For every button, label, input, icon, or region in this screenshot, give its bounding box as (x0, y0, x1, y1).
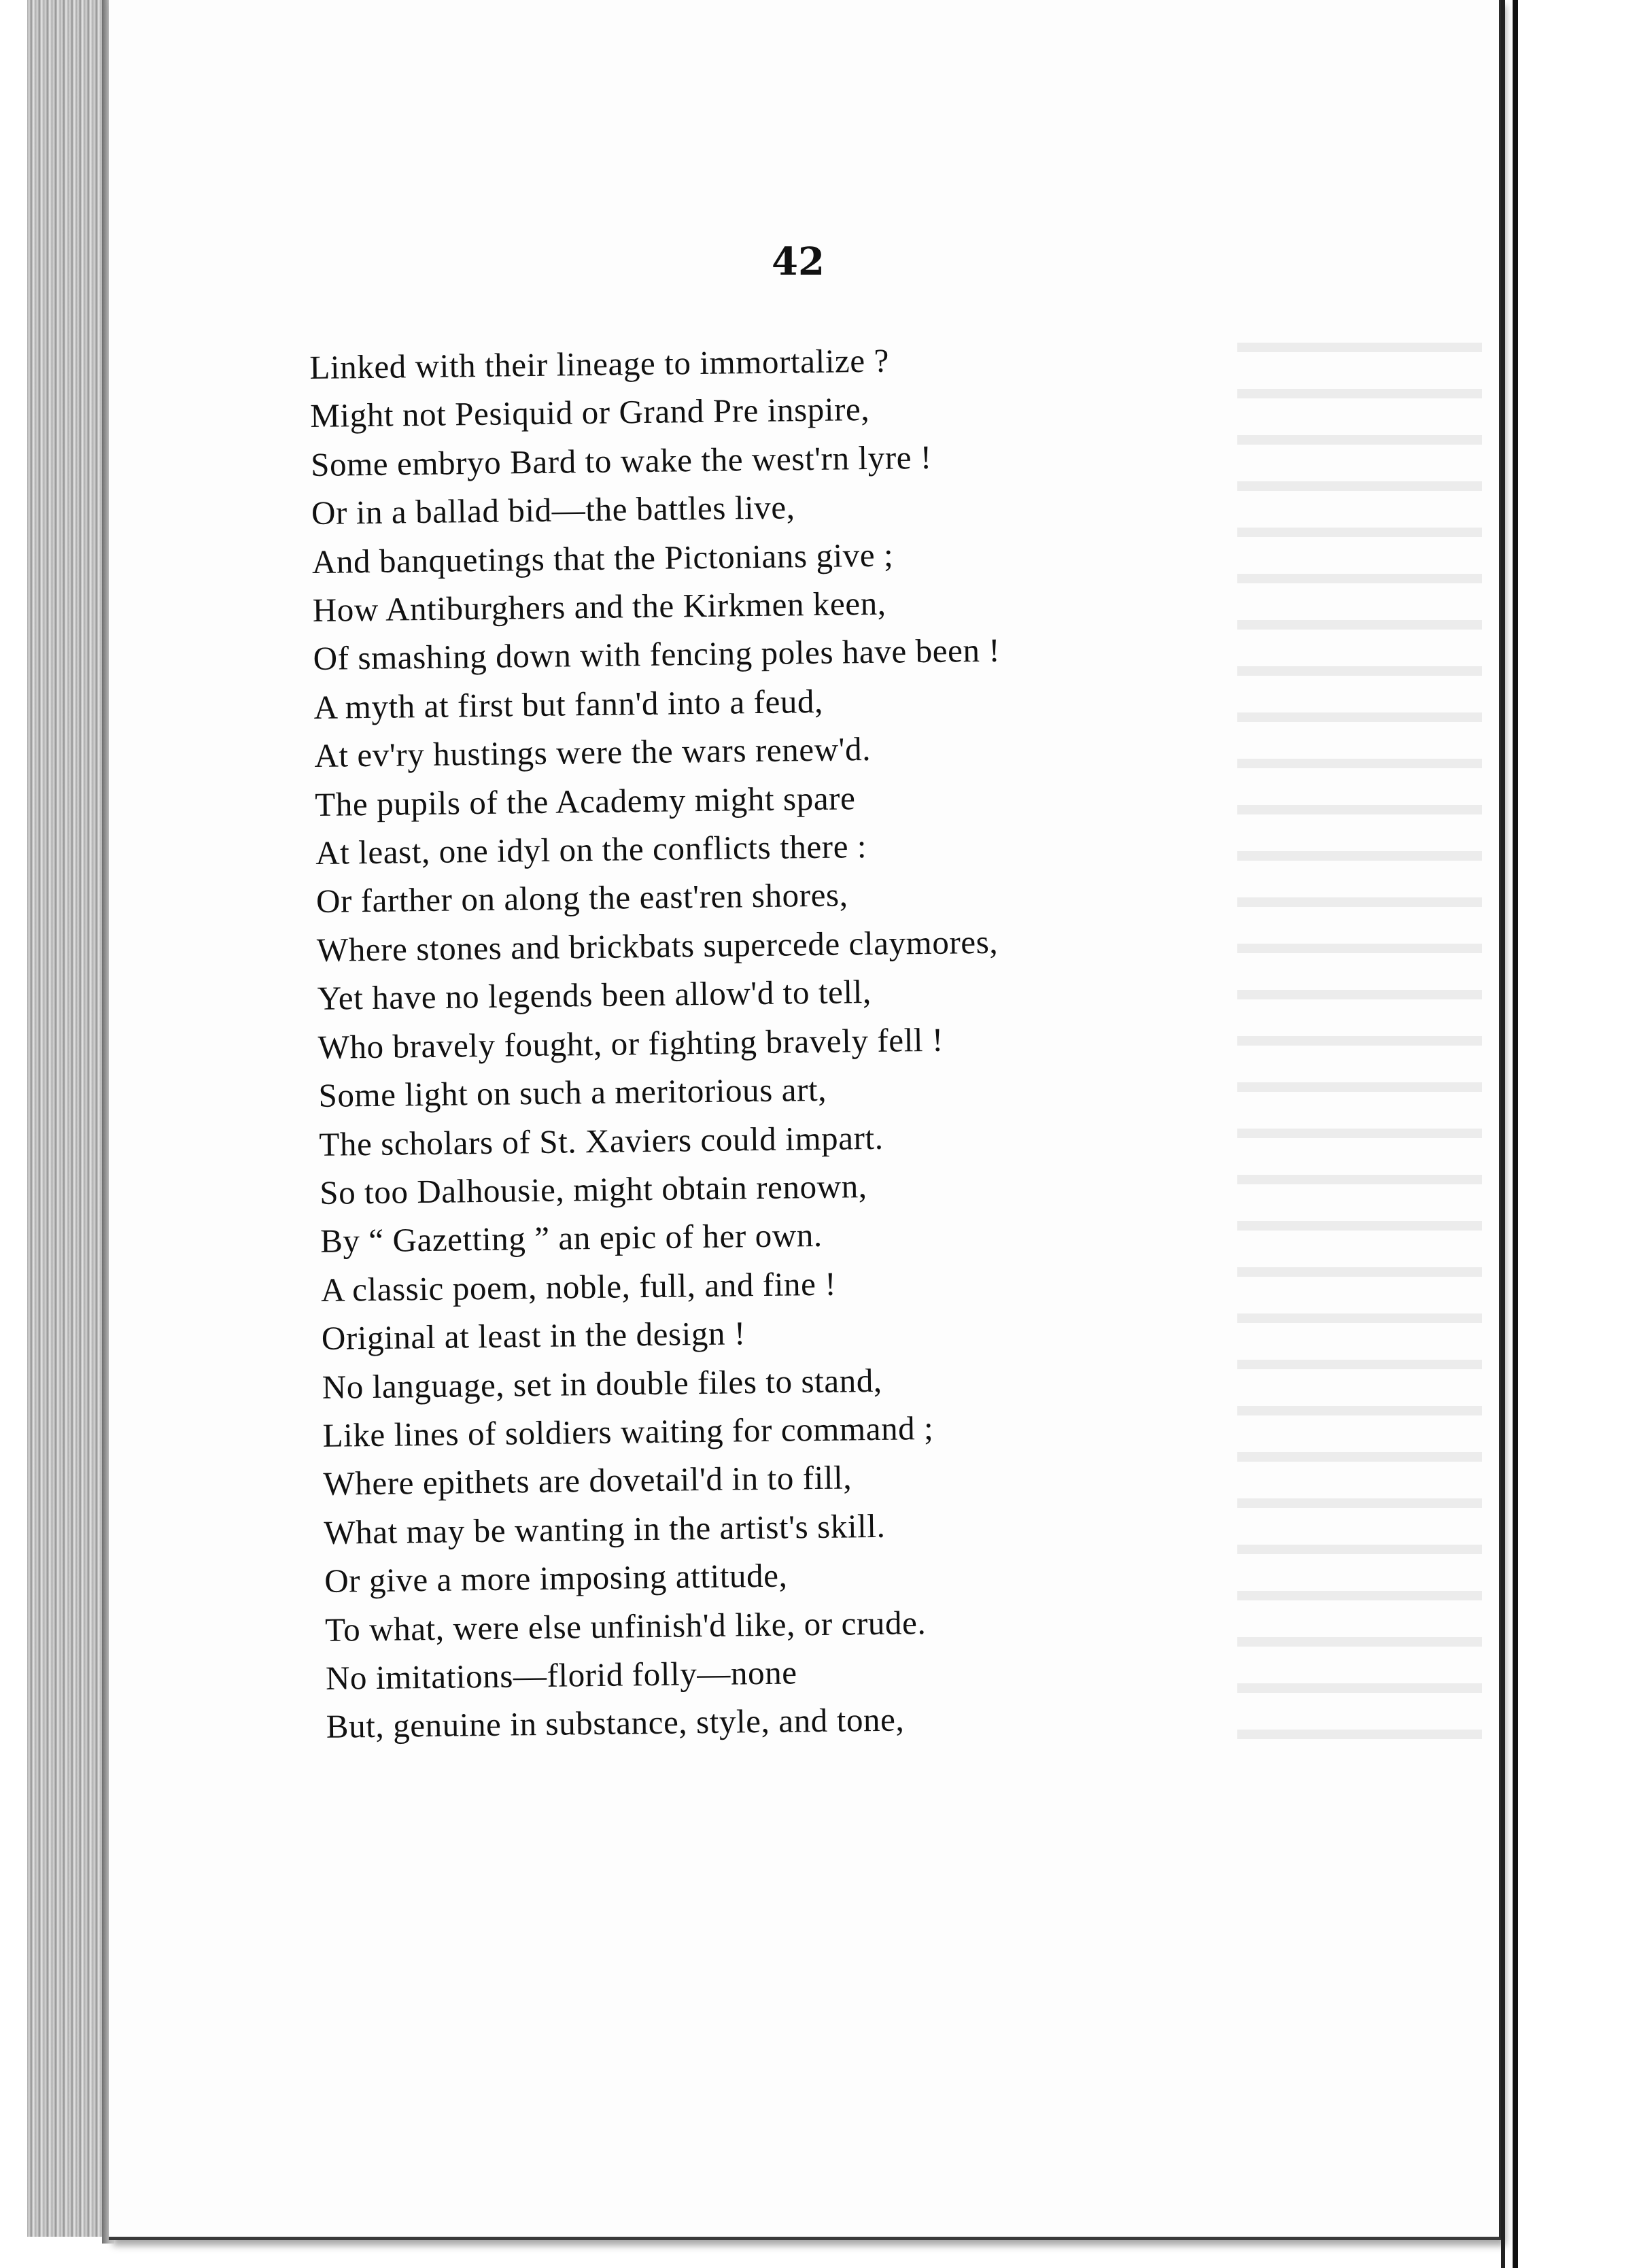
poem-line: To what, were else unfinish'd like, or crude. (324, 1603, 927, 1649)
poem-text (309, 335, 1014, 1751)
poem-line: A myth at first but fann'd into a feud, (313, 682, 824, 726)
poem-line: No imitations—florid folly—none (325, 1653, 797, 1697)
poem-line: A classic poem, noble, full, and fine ! (320, 1265, 837, 1309)
show-through-text (1237, 320, 1482, 1747)
page-edges (27, 0, 102, 2237)
poem-line: At least, one idyl on the conflicts there : (315, 827, 867, 872)
poem-line: Where epithets are dovetail'd in to fill, (323, 1458, 852, 1503)
page-number: 42 (772, 239, 825, 284)
poem-line: Original at least in the design ! (321, 1314, 746, 1358)
poem-line: The pupils of the Academy might spare (314, 778, 856, 823)
poem-line: Yet have no legends been allow'd to tell, (317, 973, 872, 1018)
poem-line: Who bravely fought, or fighting bravely fell ! (317, 1020, 944, 1066)
page-right-edge (1501, 0, 1505, 2268)
poem-line: Like lines of soldiers waiting for command ; (322, 1409, 934, 1454)
poem-line: No language, set in double files to stand, (322, 1361, 883, 1406)
poem-line: The scholars of St. Xaviers could impart. (319, 1118, 884, 1163)
poem-line: Linked with their lineage to immortalize ? (309, 341, 890, 386)
poem-line: How Antiburghers and the Kirkmen keen, (312, 584, 886, 629)
poem-line: By “ Gazetting ” an epic of her own. (320, 1216, 823, 1260)
poem-line: Or in a ballad bid—the battles live, (311, 488, 795, 532)
poem-line: Or farther on along the east'ren shores, (315, 876, 848, 921)
poem-line: But, genuine in substance, style, and tone, (326, 1700, 905, 1746)
poem-line: Some embryo Bard to wake the west'rn lyre ! (310, 438, 933, 483)
poem-line: Of smashing down with fencing poles have been ! (313, 632, 1001, 678)
poem-line: Or give a more imposing attitude, (324, 1556, 788, 1600)
poem-line: Where stones and brickbats supercede claymores, (316, 923, 999, 969)
poem-line: What may be wanting in the artist's skill. (324, 1507, 886, 1551)
poem-line: Some light on such a meritorious art, (318, 1070, 827, 1115)
poem-line: So too Dalhousie, might obtain renown, (319, 1167, 867, 1212)
poem-line: And banquetings that the Pictonians give ; (311, 536, 894, 581)
poem-line: Might not Pesiquid or Grand Pre inspire, (309, 390, 870, 435)
scan-border (1513, 0, 1518, 2268)
poem-line: At ev'ry hustings were the wars renew'd. (314, 730, 872, 775)
